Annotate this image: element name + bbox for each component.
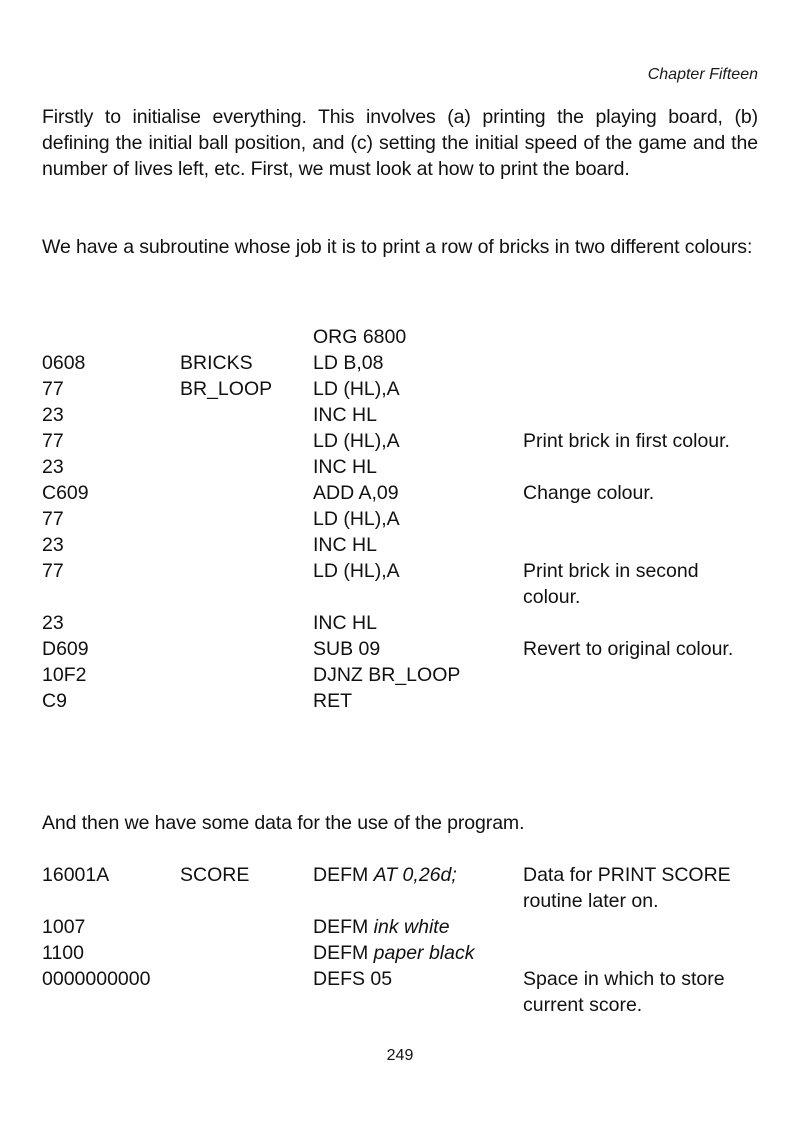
code-instruction [313, 862, 523, 914]
code-instruction [313, 506, 523, 532]
code-address: 0000000000 [42, 968, 151, 990]
code-label: SCORE [180, 864, 250, 886]
instruction-mnemonic: DEFM [313, 864, 369, 886]
code-comment: Print brick in second colour. [523, 560, 699, 608]
code-address: D609 [42, 638, 89, 660]
instruction-mnemonic: RET [313, 690, 352, 712]
code-label [180, 662, 313, 688]
code-comment [523, 688, 758, 714]
code-address: 77 [42, 508, 64, 530]
code-comment: Revert to original colour. [523, 638, 734, 660]
instruction-mnemonic: SUB 09 [313, 638, 381, 660]
code-comment [523, 350, 758, 376]
code-line [42, 350, 758, 376]
instruction-mnemonic: DEFS 05 [313, 968, 393, 990]
code-address: 0608 [42, 352, 86, 374]
code-label [180, 688, 313, 714]
code-instruction [313, 480, 523, 506]
instruction-mnemonic: DJNZ BR_LOOP [313, 664, 461, 686]
code-line [42, 402, 758, 428]
code-comment [523, 940, 758, 966]
code-line [42, 610, 758, 636]
instruction-mnemonic: LD (HL),A [313, 560, 400, 582]
chapter-header: Chapter Fifteen [647, 66, 758, 83]
page-number: 249 [386, 1047, 414, 1064]
code-address: 77 [42, 430, 64, 452]
data-listing [42, 862, 758, 1018]
code-comment [523, 454, 758, 480]
code-address [42, 324, 180, 350]
code-instruction [313, 376, 523, 402]
code-comment [523, 506, 758, 532]
instruction-mnemonic: INC HL [313, 534, 377, 556]
code-label [180, 402, 313, 428]
subroutine-paragraph: We have a subroutine whose job it is to print a row of bricks in two different colours: [42, 236, 753, 258]
instruction-mnemonic: LD (HL),A [313, 430, 400, 452]
code-comment [523, 402, 758, 428]
code-instruction [313, 454, 523, 480]
bricks-listing [42, 324, 758, 714]
instruction-mnemonic: DEFM [313, 942, 369, 964]
code-comment [523, 324, 758, 350]
instruction-mnemonic: LD B,08 [313, 352, 384, 374]
instruction-mnemonic: ADD A,09 [313, 482, 399, 504]
code-address: 77 [42, 560, 64, 582]
code-comment [523, 376, 758, 402]
code-label: BRICKS [180, 352, 253, 374]
code-instruction [313, 402, 523, 428]
code-instruction [313, 662, 523, 688]
code-comment: Print brick in first colour. [523, 430, 730, 452]
instruction-mnemonic: INC HL [313, 612, 377, 634]
code-line [42, 914, 758, 940]
code-instruction [313, 914, 523, 940]
code-label [180, 532, 313, 558]
instruction-operand: paper black [373, 942, 475, 964]
code-label [180, 558, 313, 610]
code-comment [523, 662, 758, 688]
instruction-mnemonic: LD (HL),A [313, 378, 400, 400]
code-address: 10F2 [42, 664, 87, 686]
code-address: 16001A [42, 864, 110, 886]
instruction-mnemonic: INC HL [313, 456, 377, 478]
code-line [42, 324, 758, 350]
code-address: 77 [42, 378, 64, 400]
code-label [180, 940, 313, 966]
code-comment: Space in which to store current score. [523, 968, 725, 1016]
code-address: C9 [42, 690, 67, 712]
code-comment [523, 610, 758, 636]
code-line [42, 532, 758, 558]
code-line [42, 940, 758, 966]
code-line [42, 966, 758, 1018]
code-label [180, 636, 313, 662]
code-instruction [313, 324, 523, 350]
code-instruction [313, 532, 523, 558]
instruction-mnemonic: ORG 6800 [313, 326, 407, 348]
code-label [180, 324, 313, 350]
code-address: C609 [42, 482, 89, 504]
code-address: 23 [42, 534, 64, 556]
code-label [180, 506, 313, 532]
intro-paragraph: Firstly to initialise everything. This involves (a) printing the playing board, (b) defining the initial ball position, and (c) setting the initial speed of the game and the number of lives left, etc. First, we must look at how to print the board. [42, 106, 758, 180]
code-line [42, 558, 758, 610]
code-label [180, 480, 313, 506]
code-line [42, 862, 758, 914]
code-address: 1100 [42, 942, 84, 964]
code-line [42, 506, 758, 532]
code-comment [523, 914, 758, 940]
code-line [42, 376, 758, 402]
code-instruction [313, 966, 523, 1018]
code-label [180, 914, 313, 940]
code-address: 23 [42, 456, 64, 478]
code-line [42, 662, 758, 688]
code-label: BR_LOOP [180, 378, 273, 400]
instruction-operand: AT 0,26d; [373, 864, 457, 886]
code-comment: Data for PRINT SCORE routine later on. [523, 864, 731, 912]
code-instruction [313, 688, 523, 714]
code-line [42, 428, 758, 454]
code-instruction [313, 428, 523, 454]
code-address: 1007 [42, 916, 86, 938]
code-instruction [313, 350, 523, 376]
code-label [180, 428, 313, 454]
code-label [180, 454, 313, 480]
code-line [42, 480, 758, 506]
code-instruction [313, 610, 523, 636]
instruction-operand: ink white [373, 916, 450, 938]
code-comment: Change colour. [523, 482, 655, 504]
code-instruction [313, 940, 523, 966]
code-line [42, 688, 758, 714]
code-address: 23 [42, 612, 64, 634]
code-instruction [313, 636, 523, 662]
data-intro-paragraph: And then we have some data for the use of the program. [42, 812, 525, 834]
code-label [180, 610, 313, 636]
code-comment [523, 532, 758, 558]
code-line [42, 454, 758, 480]
code-line [42, 636, 758, 662]
code-instruction [313, 558, 523, 610]
instruction-mnemonic: INC HL [313, 404, 377, 426]
code-label [180, 966, 313, 1018]
code-address: 23 [42, 404, 64, 426]
instruction-mnemonic: DEFM [313, 916, 369, 938]
instruction-mnemonic: LD (HL),A [313, 508, 400, 530]
